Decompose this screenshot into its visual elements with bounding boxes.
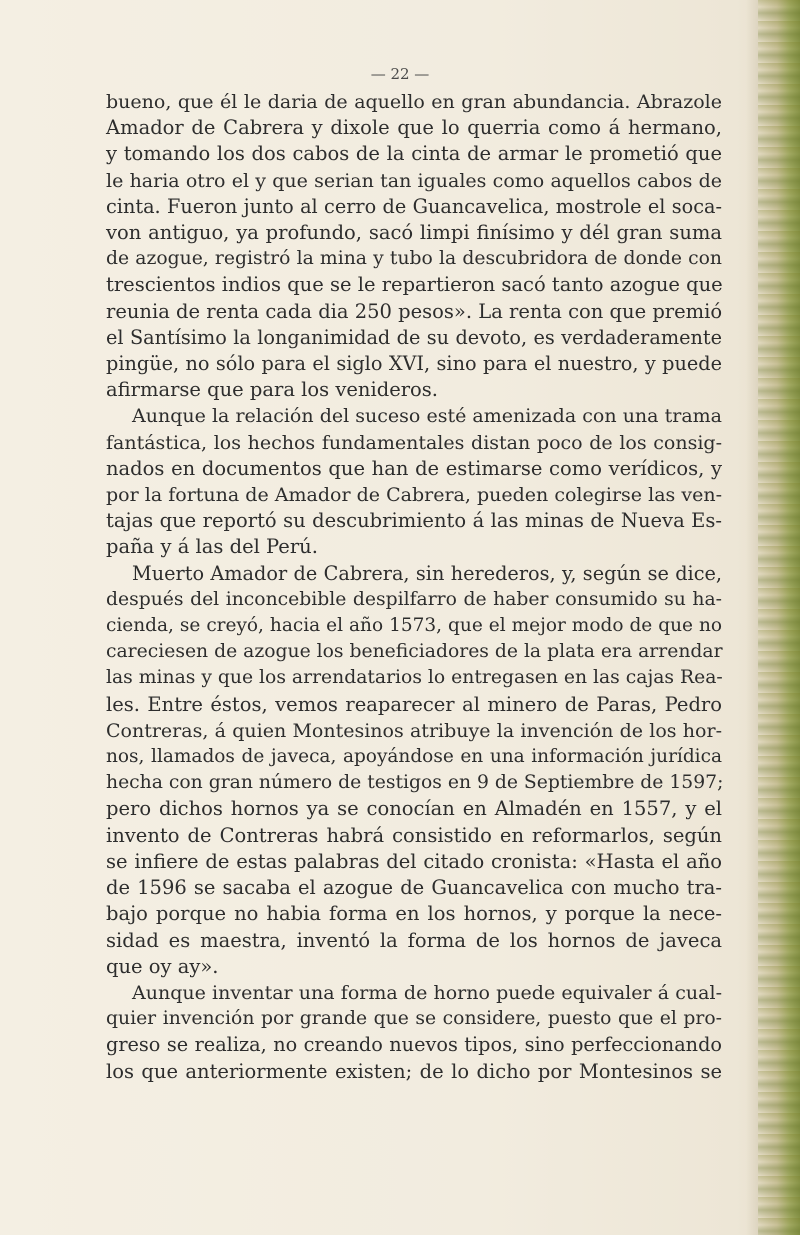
page-number: — 22 — [370, 65, 430, 83]
text-line: el Santísimo la longanimidad de su devoto, es verdaderamente [106, 325, 722, 349]
text-line: nados en documentos que han de estimarse como verídicos, y [106, 456, 722, 480]
text-line: von antiguo, ya profundo, sacó limpi finísimo y dél gran suma [106, 221, 722, 245]
text-line: de 1596 se sacaba el azogue de Guancavelica con mucho tra- [106, 876, 722, 900]
text-line: bueno, que él le daria de aquello en gran abundancia. Abrazole [106, 91, 722, 113]
text-line: le haria otro el y que serian tan iguales como aquellos cabos de [106, 169, 722, 192]
text-line: hecha con gran número de testigos en 9 de Septiembre de 1597; [106, 772, 724, 794]
text-line: greso se realiza, no creando nuevos tipos, sino perfeccionando [106, 1033, 722, 1057]
text-line: paña y á las del Perú. [106, 535, 318, 559]
text-line: cinta. Fueron junto al cerro de Guancavelica, mostrole el soca- [106, 194, 722, 218]
text-line: que oy ay». [106, 954, 219, 978]
book-edge [758, 0, 800, 1235]
text-line: afirmarse que para los venideros. [106, 378, 438, 402]
text-line: los que anteriormente existen; de lo dicho por Montesinos se [106, 1059, 722, 1083]
text-line: por la fortuna de Amador de Cabrera, pueden colegirse las ven- [106, 484, 722, 507]
text-line: Muerto Amador de Cabrera, sin herederos, y, según se dice, [132, 561, 722, 585]
text-line: Contreras, á quien Montesinos atribuye la invención de los hor- [106, 719, 722, 742]
text-line: trescientos indios que se le repartieron sacó tanto azogue que [106, 273, 723, 297]
text-line: fantástica, los hechos fundamentales distan poco de los consig- [106, 431, 722, 454]
text-line: Amador de Cabrera y dixole que lo querria como á hermano, [106, 116, 722, 140]
text-line: bajo porque no habia forma en los hornos, y porque la nece- [106, 902, 722, 926]
text-line: cienda, se creyó, hacia el año 1573, que el mejor modo de que no [106, 615, 722, 637]
text-line: tajas que reportó su descubrimiento á las minas de Nueva Es- [106, 509, 722, 533]
text-line: invento de Contreras habrá consistido en reformarlos, según [106, 823, 722, 847]
text-line: nos, llamados de javeca, apoyándose en una información jurídica [106, 746, 722, 768]
text-line: Aunque la relación del suceso esté amenizada con una trama [132, 405, 722, 428]
text-line: sidad es maestra, inventó la forma de los hornos de javeca [106, 928, 722, 952]
text-line: después del inconcebible despilfarro de haber consumido su ha- [106, 588, 722, 610]
text-line: Aunque inventar una forma de horno puede equivaler á cual- [132, 981, 722, 1004]
text-line: pingüe, no sólo para el siglo XVI, sino para el nuestro, y puede [106, 352, 722, 376]
text-line: reunia de renta cada dia 250 pesos». La renta con que premió [106, 299, 723, 323]
text-line: pero dichos hornos ya se conocían en Almadén en 1557, y el [106, 797, 722, 821]
text-line: y tomando los dos cabos de la cinta de armar le prometió que [106, 142, 722, 166]
text-line: se infiere de estas palabras del citado cronista: «Hasta el año [106, 849, 722, 873]
body-text [106, 89, 722, 1085]
text-line: careciesen de azogue los beneficiadores de la plata era arrendar [106, 641, 723, 663]
text-line: de azogue, registró la mina y tubo la descubridora de donde con [106, 248, 722, 270]
text-line: quier invención por grande que se considere, puesto que el pro- [106, 1008, 722, 1030]
text-line: las minas y que los arrendatarios lo entregasen en las cajas Rea- [106, 667, 723, 689]
text-line: les. Entre éstos, vemos reaparecer al minero de Paras, Pedro [106, 692, 722, 716]
